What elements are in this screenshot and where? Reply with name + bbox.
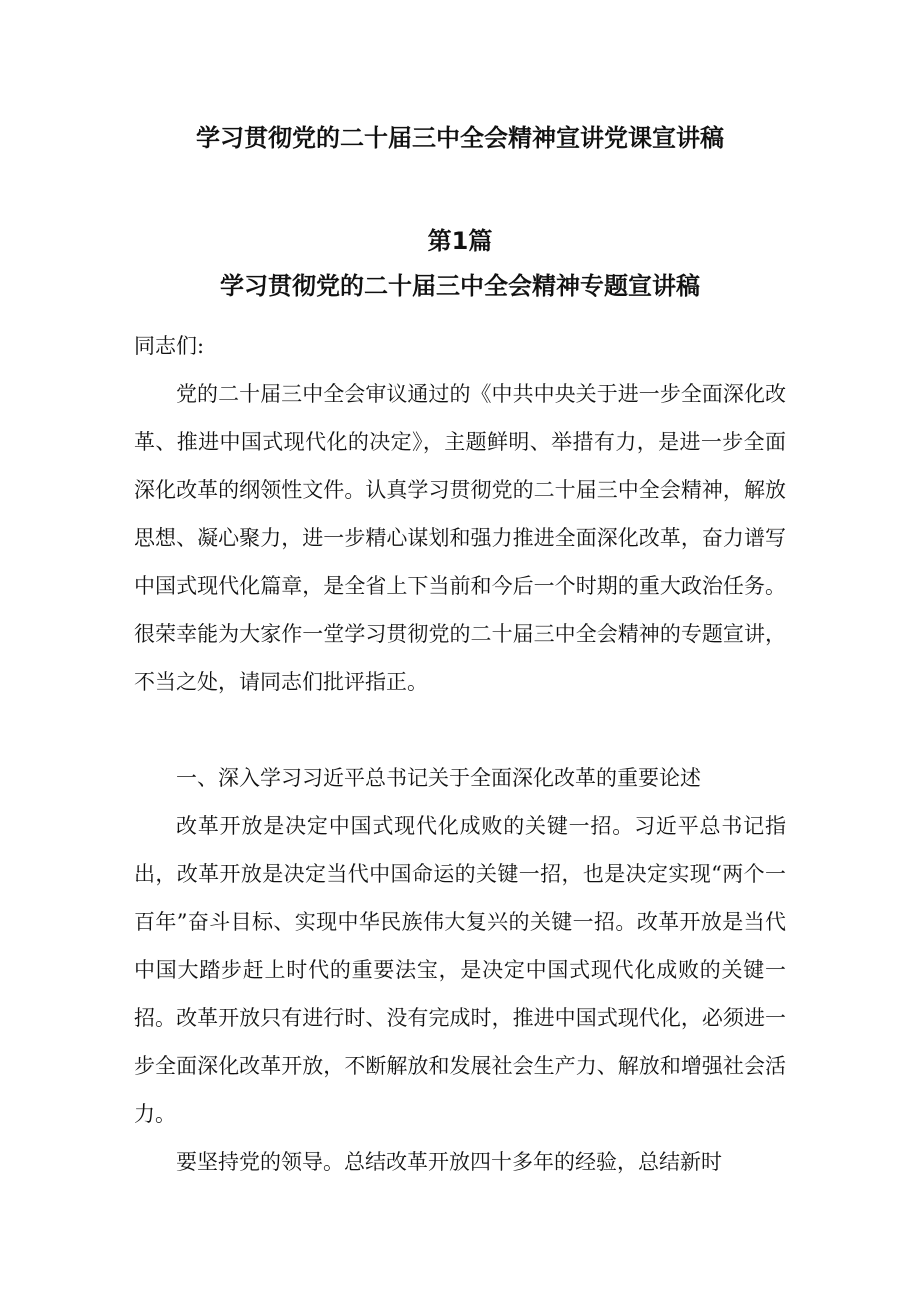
- document-body: [134, 322, 786, 706]
- document-body-section: [134, 754, 786, 1138]
- document-body-continued: [134, 1138, 786, 1186]
- paragraph-intro: 党的二十届三中全会审议通过的《中共中央关于进一步全面深化改革、推进中国式现代化的决定》，主题鲜明、举措有力，是进一步全面深化改革的纲领性文件。认真学习贯彻党的二十届三中全会精神，解放思想、凝心聚力，进一步精心谋划和强力推进全面深化改革，奋力谱写中国式现代化篇章，是全省上下当前和今后一个时期的重大政治任务。很荣幸能为大家作一堂学习贯彻党的二十届三中全会精神的专题宣讲，不当之处，请同志们批评指正。: [134, 382, 786, 694]
- paragraph-party-leadership: 要坚持党的领导。总结改革开放四十多年的经验，总结新时: [176, 1150, 722, 1174]
- salutation: 同志们:: [134, 334, 205, 358]
- section-heading: 一、深入学习习近平总书记关于全面深化改革的重要论述: [176, 766, 701, 790]
- part-title: 学习贯彻党的二十届三中全会精神专题宣讲稿: [220, 272, 700, 300]
- document-title: 学习贯彻党的二十届三中全会精神宣讲党课宣讲稿: [196, 124, 724, 152]
- paragraph-reform: 改革开放是决定中国式现代化成败的关键一招。习近平总书记指出，改革开放是决定当代中国命运的关键一招，也是决定实现“两个一百年”奋斗目标、实现中华民族伟大复兴的关键一招。改革开放是当代中国大踏步赶上时代的重要法宝，是决定中国式现代化成败的关键一招。改革开放只有进行时、没有完成时，推进中国式现代化，必须进一步全面深化改革开放，不断解放和发展社会生产力、解放和增强社会活力。: [134, 814, 786, 1126]
- part-label: 第1篇: [427, 227, 493, 255]
